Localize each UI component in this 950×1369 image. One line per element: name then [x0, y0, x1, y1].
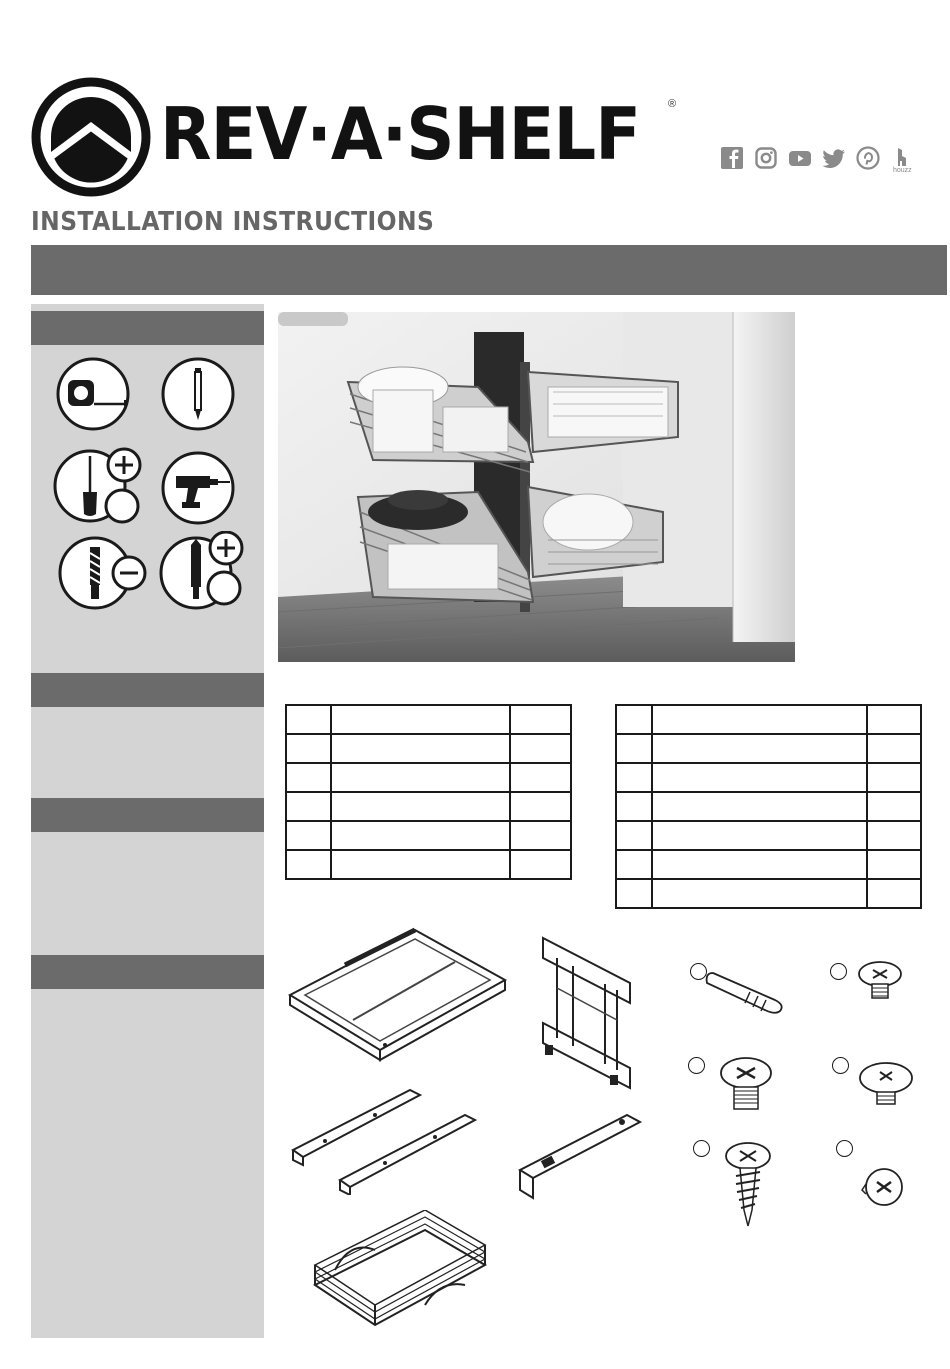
phillips-screwdriver-icon [52, 446, 144, 526]
table-row [286, 763, 571, 792]
drill-bit-icon [57, 535, 149, 611]
facebook-icon[interactable] [720, 146, 744, 170]
product-photo [278, 312, 795, 662]
bracket-assembly-drawing [543, 938, 630, 1088]
hardware-label-d [832, 1057, 849, 1074]
pinterest-icon[interactable] [856, 146, 880, 170]
table-row [616, 792, 921, 821]
tape-measure-icon [55, 356, 131, 432]
drawer-frame-drawing [285, 925, 510, 1065]
pencil-icon [160, 356, 236, 432]
runner-rails-drawing [285, 1085, 480, 1195]
cap-screw-drawing [858, 1162, 908, 1212]
table-row [616, 705, 921, 734]
slide-mechanism-drawing [512, 1110, 647, 1200]
sidebar-section-header-4 [31, 955, 264, 989]
hardware-label-e [693, 1140, 710, 1157]
round-head-screw-drawing [856, 1058, 916, 1110]
brand-name: REV·A·SHELF [160, 92, 641, 176]
social-icons [720, 146, 914, 170]
table-row [616, 734, 921, 763]
power-drill-icon [160, 450, 236, 526]
dowel-pin-drawing [705, 965, 790, 1015]
hardware-label-c [688, 1057, 705, 1074]
registered-mark: ® [668, 98, 677, 110]
table-row [286, 705, 571, 734]
instagram-icon[interactable] [754, 146, 778, 170]
hardware-label-f [836, 1140, 853, 1157]
sidebar-section-header-3 [31, 798, 264, 832]
table-row [616, 879, 921, 908]
houzz-label: houzz [893, 167, 912, 174]
product-title-bar [31, 245, 947, 295]
phillips-bit-icon [158, 531, 250, 611]
wood-screw-drawing [722, 1140, 774, 1230]
sidebar-section-header-2 [31, 673, 264, 707]
parts-table-right [615, 704, 922, 909]
flat-head-screw-drawing [715, 1055, 777, 1113]
wire-basket-drawing [305, 1210, 495, 1335]
table-row [616, 850, 921, 879]
wafer-head-screw-drawing [855, 958, 905, 1004]
table-row [286, 734, 571, 763]
table-row [616, 821, 921, 850]
table-row [616, 763, 921, 792]
brand-logo-mark [31, 77, 151, 197]
twitter-icon[interactable] [822, 146, 846, 170]
youtube-icon[interactable] [788, 146, 812, 170]
parts-table-left [285, 704, 572, 880]
tools-section-header [31, 311, 264, 345]
table-row [286, 850, 571, 879]
table-row [286, 821, 571, 850]
table-row [286, 792, 571, 821]
hardware-label-b [830, 963, 847, 980]
installation-instructions-heading: INSTALLATION INSTRUCTIONS [31, 207, 435, 237]
